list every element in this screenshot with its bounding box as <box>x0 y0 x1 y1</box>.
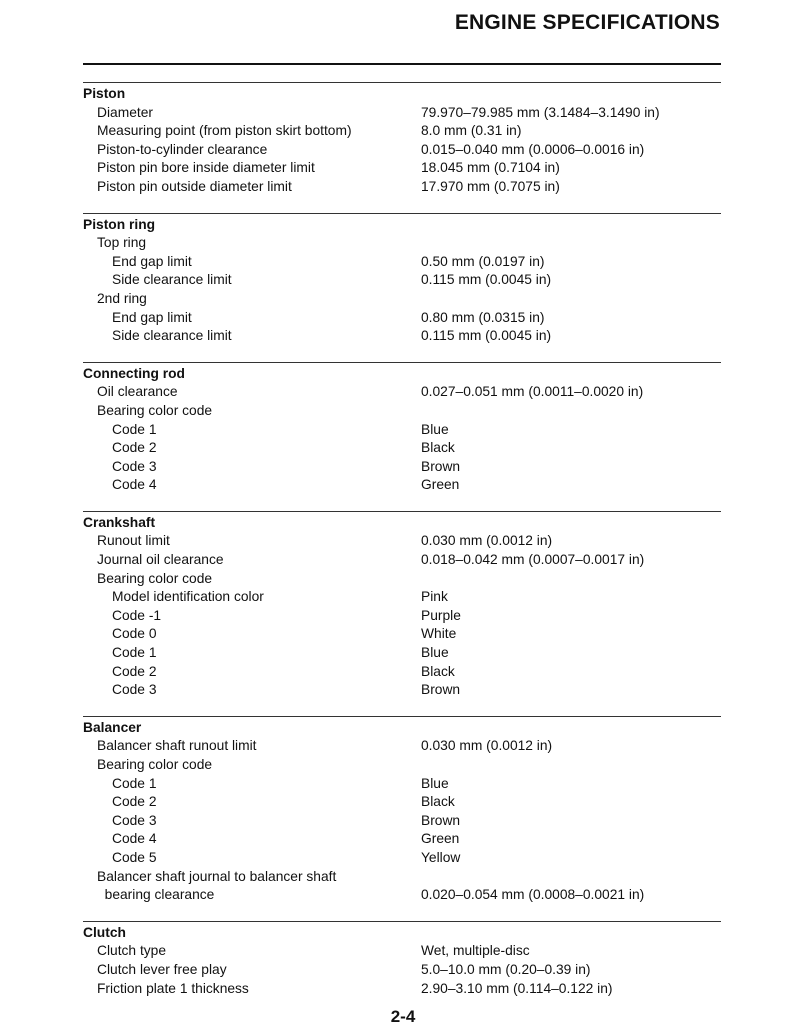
spec-row <box>83 681 721 700</box>
spec-row <box>83 644 721 663</box>
spec-row <box>83 942 721 961</box>
spec-row <box>83 141 721 160</box>
spec-row <box>83 961 721 980</box>
spec-value <box>421 290 721 309</box>
spec-label: Side clearance limit <box>112 328 232 344</box>
section-heading: Crankshaft <box>83 514 156 530</box>
spec-row <box>83 178 721 197</box>
spec-value: 0.018–0.042 mm (0.0007–0.0017 in) <box>421 552 645 568</box>
spec-label: Code 2 <box>112 794 157 810</box>
spec-label: Top ring <box>97 235 147 251</box>
spec-label: bearing clearance <box>97 887 215 903</box>
spec-row <box>83 886 721 905</box>
spec-value: 79.970–79.985 mm (3.1484–3.1490 in) <box>421 104 660 120</box>
spec-value: Green <box>421 831 460 847</box>
spec-row <box>83 159 721 178</box>
spec-label: End gap limit <box>112 253 192 269</box>
spec-label: Bearing color code <box>97 570 213 586</box>
spec-row <box>83 570 721 589</box>
spec-row <box>83 663 721 682</box>
spec-row <box>83 775 721 794</box>
spec-value: Wet, multiple-disc <box>421 943 530 959</box>
spec-label: Code 3 <box>112 682 157 698</box>
spec-value: 18.045 mm (0.7104 in) <box>421 160 560 176</box>
spec-value: Black <box>421 794 455 810</box>
spec-value: 0.115 mm (0.0045 in) <box>421 272 552 288</box>
spec-value: 8.0 mm (0.31 in) <box>421 123 522 139</box>
spec-value <box>421 570 721 589</box>
spec-row <box>83 234 721 253</box>
spec-label: Code 1 <box>112 775 157 791</box>
spec-label: Piston pin outside diameter limit <box>97 178 292 194</box>
spec-row <box>83 793 721 812</box>
spec-label: Code 3 <box>112 812 157 828</box>
spec-row <box>83 421 721 440</box>
spec-value: 0.115 mm (0.0045 in) <box>421 328 552 344</box>
spec-row <box>83 253 721 272</box>
section-heading: Connecting rod <box>83 365 185 381</box>
spec-value: Blue <box>421 645 449 661</box>
spec-label: Piston pin bore inside diameter limit <box>97 160 315 176</box>
spec-table <box>83 82 721 1014</box>
spec-label: Journal oil clearance <box>97 552 224 568</box>
spec-value: Black <box>421 440 455 456</box>
spec-value <box>421 402 721 421</box>
section-heading: Piston ring <box>83 216 156 232</box>
spec-label: Diameter <box>97 104 153 120</box>
spec-row <box>83 830 721 849</box>
spec-value: Purple <box>421 607 461 623</box>
page-title: ENGINE SPECIFICATIONS <box>454 11 720 34</box>
spec-row <box>83 271 721 290</box>
spec-section-connecting-rod <box>83 362 721 511</box>
spec-row <box>83 849 721 868</box>
spec-value: 0.015–0.040 mm (0.0006–0.0016 in) <box>421 141 645 157</box>
spec-label: Code -1 <box>112 607 162 623</box>
page-number: 2-4 <box>390 1007 416 1026</box>
spec-label: Code 1 <box>112 645 157 661</box>
spec-label: Code 4 <box>112 477 157 493</box>
spec-section-crankshaft <box>83 511 721 716</box>
spec-section-balancer <box>83 716 721 921</box>
spec-value <box>421 756 721 775</box>
spec-value: Brown <box>421 812 461 828</box>
spec-label: Oil clearance <box>97 384 178 400</box>
spec-label: Bearing color code <box>97 402 213 418</box>
spec-label: Code 4 <box>112 831 157 847</box>
spec-row <box>83 122 721 141</box>
spec-label: Code 3 <box>112 458 157 474</box>
spec-row <box>83 402 721 421</box>
spec-label: Clutch type <box>97 943 167 959</box>
spec-label: Bearing color code <box>97 757 213 772</box>
spec-value: Yellow <box>421 849 461 865</box>
section-heading: Clutch <box>83 924 126 940</box>
spec-row <box>83 532 721 551</box>
spec-label: Code 2 <box>112 440 157 456</box>
section-heading: Piston <box>83 86 126 101</box>
spec-section-piston <box>83 82 721 213</box>
spec-row <box>83 476 721 495</box>
spec-label: Model identification color <box>112 589 264 605</box>
spec-value: 5.0–10.0 mm (0.20–0.39 in) <box>421 961 591 977</box>
spec-label: Friction plate 1 thickness <box>97 980 249 996</box>
spec-row <box>83 737 721 756</box>
spec-row <box>83 756 721 775</box>
spec-value: 0.50 mm (0.0197 in) <box>421 253 545 269</box>
spec-row <box>83 625 721 644</box>
spec-value: Pink <box>421 589 448 605</box>
spec-value: Black <box>421 663 455 679</box>
spec-label: Side clearance limit <box>112 272 232 288</box>
spec-label: Code 0 <box>112 626 157 642</box>
spec-value: Blue <box>421 421 449 437</box>
spec-value: Green <box>421 477 460 493</box>
spec-row <box>83 812 721 831</box>
spec-label: Code 2 <box>112 663 157 679</box>
spec-label: Balancer shaft journal to balancer shaft <box>97 868 337 884</box>
spec-row <box>83 439 721 458</box>
spec-value: Blue <box>421 775 449 791</box>
spec-label: Runout limit <box>97 533 170 549</box>
spec-label: 2nd ring <box>97 290 147 306</box>
spec-row <box>83 290 721 309</box>
spec-label: End gap limit <box>112 309 192 325</box>
spec-value: 0.020–0.054 mm (0.0008–0.0021 in) <box>421 887 645 903</box>
spec-value: 0.027–0.051 mm (0.0011–0.0020 in) <box>421 384 644 400</box>
spec-value: 2.90–3.10 mm (0.114–0.122 in) <box>421 980 613 996</box>
spec-label: Clutch lever free play <box>97 961 227 977</box>
spec-row <box>83 104 721 123</box>
spec-row <box>83 458 721 477</box>
spec-row <box>83 551 721 570</box>
spec-label: Balancer shaft runout limit <box>97 738 257 754</box>
spec-value <box>421 868 721 887</box>
spec-label: Piston-to-cylinder clearance <box>97 141 268 157</box>
spec-section-clutch <box>83 921 721 1014</box>
spec-row <box>83 868 721 887</box>
spec-value: 17.970 mm (0.7075 in) <box>421 178 560 194</box>
spec-value: Brown <box>421 458 461 474</box>
spec-value: 0.030 mm (0.0012 in) <box>421 533 553 549</box>
spec-section-piston-ring <box>83 213 721 362</box>
spec-value: Brown <box>421 682 461 698</box>
spec-value <box>421 234 721 253</box>
spec-row <box>83 327 721 346</box>
spec-row <box>83 607 721 626</box>
spec-label: Code 1 <box>112 421 157 437</box>
header-rule <box>83 63 721 65</box>
spec-row <box>83 588 721 607</box>
section-heading: Balancer <box>83 719 142 735</box>
spec-value: White <box>421 626 457 642</box>
spec-value: 0.030 mm (0.0012 in) <box>421 738 553 754</box>
spec-value: 0.80 mm (0.0315 in) <box>421 309 545 325</box>
spec-label: Code 5 <box>112 849 157 865</box>
spec-label: Measuring point (from piston skirt bottom) <box>97 123 352 139</box>
spec-row <box>83 383 721 402</box>
spec-row <box>83 309 721 328</box>
spec-row <box>83 980 721 999</box>
